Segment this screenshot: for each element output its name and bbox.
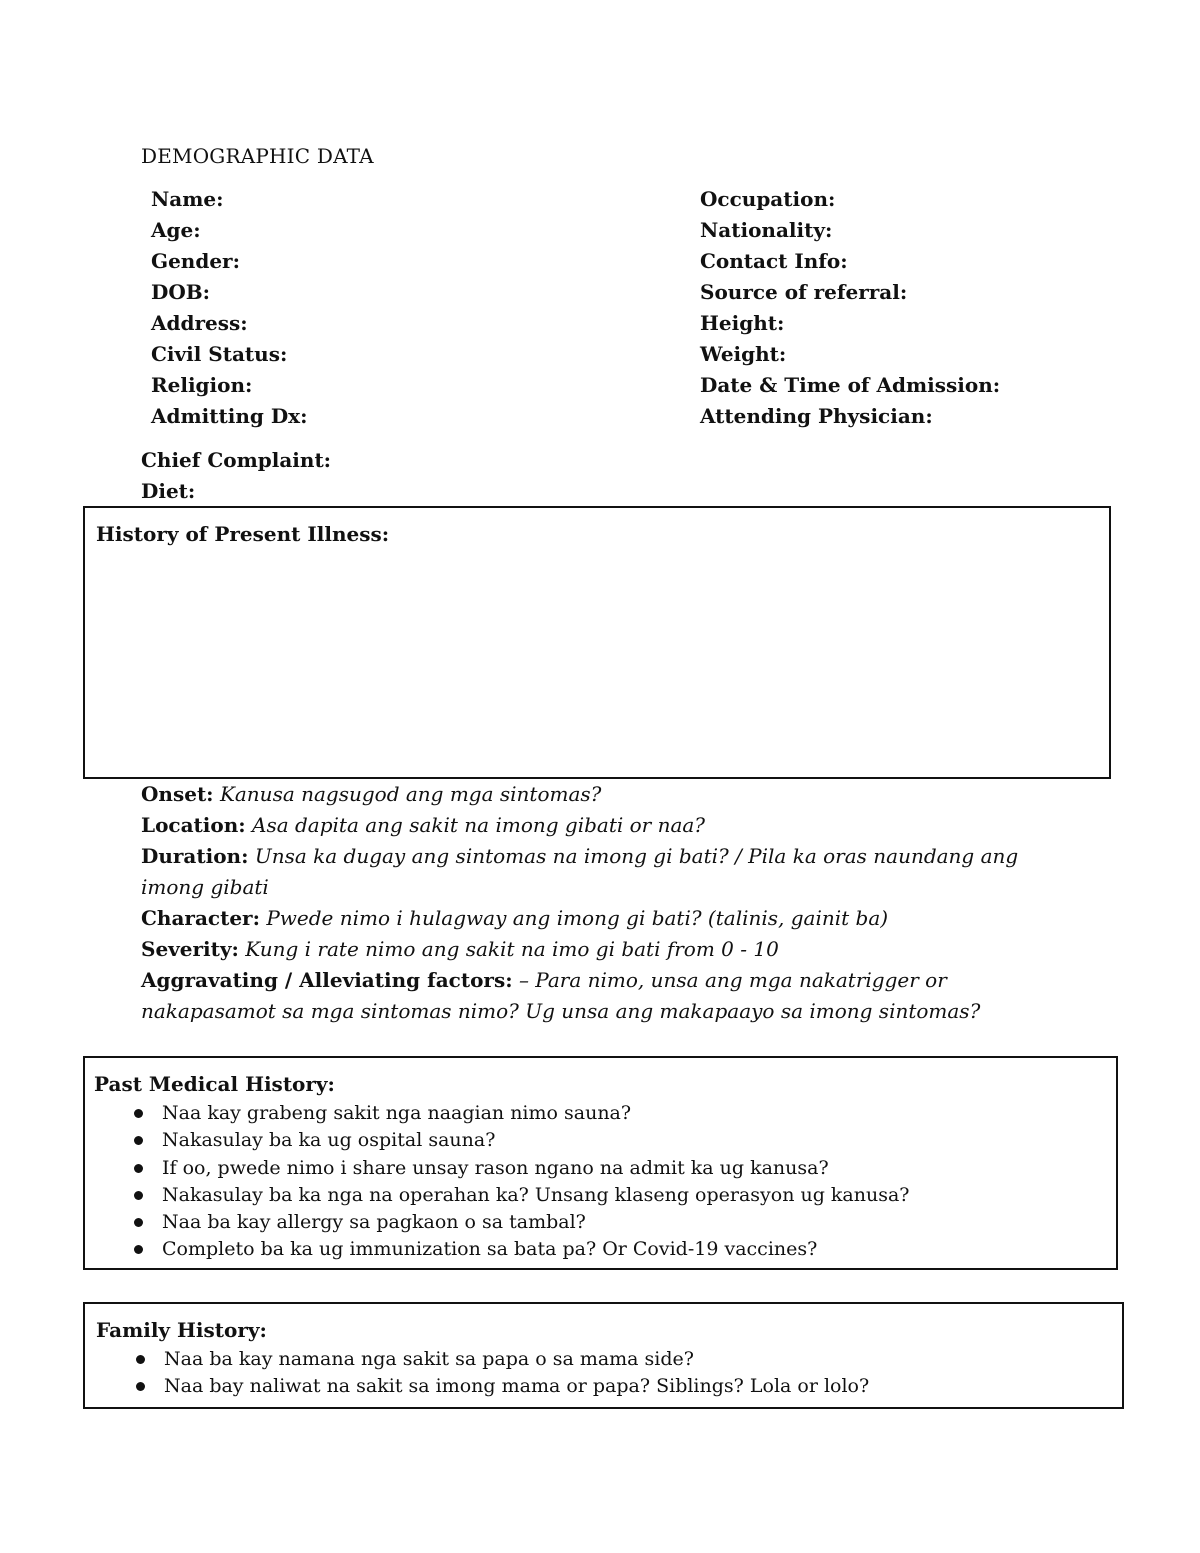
bullet-icon	[134, 1218, 143, 1227]
list-item-text: Naa kay grabeng sakit nga naagian nimo sauna?	[162, 1102, 632, 1124]
severity-label: Severity:	[141, 937, 239, 961]
location-label: Location:	[141, 813, 246, 837]
character-row	[141, 903, 1059, 934]
field-height-label: Height:	[700, 311, 785, 335]
past-medical-history-box	[83, 1056, 1118, 1270]
field-nationality-label: Nationality:	[700, 218, 833, 242]
onset-label: Onset:	[141, 782, 214, 806]
field-gender-label: Gender:	[151, 249, 240, 273]
character-text: Pwede nimo i hulagway ang imong gi bati? (talinis, gainit ba)	[266, 906, 889, 930]
list-item-text: Naa ba kay allergy sa pagkaon o sa tambal?	[162, 1211, 586, 1234]
family-history-title: Family History:	[96, 1318, 267, 1342]
severity-row	[141, 934, 1059, 965]
bullet-icon	[136, 1355, 145, 1364]
field-religion-label: Religion:	[151, 373, 253, 397]
list-item	[130, 1346, 869, 1373]
list-item	[128, 1127, 910, 1154]
family-history-list	[130, 1346, 869, 1401]
onset-row	[141, 779, 1059, 810]
field-contact-info-label: Contact Info:	[700, 249, 848, 273]
duration-text: Unsa ka dugay ang sintomas na imong gi bati? / Pila ka oras naundang ang imong gibati	[141, 844, 1019, 899]
location-row	[141, 810, 1059, 841]
list-item-text: Nakasulay ba ka nga na operahan ka? Unsang klaseng operasyon ug kanusa?	[162, 1183, 910, 1206]
list-item-text: Naa bay naliwat na sakit sa imong mama or papa? Siblings? Lola or lolo?	[164, 1375, 870, 1398]
field-civil-status-label: Civil Status:	[151, 342, 288, 366]
demographic-right-column	[700, 184, 1000, 432]
field-age-label: Age:	[151, 218, 201, 242]
past-medical-history-list	[128, 1100, 910, 1264]
list-item	[128, 1236, 910, 1263]
list-item-text: If oo, pwede nimo i share unsay rason ngano na admit ka ug kanusa?	[162, 1156, 829, 1179]
field-admission-datetime-label: Date & Time of Admission:	[700, 373, 1001, 397]
field-dob-label: DOB:	[151, 280, 211, 304]
field-name-label: Name:	[151, 187, 224, 211]
field-chief-complaint-label: Chief Complaint:	[141, 448, 332, 472]
factors-row	[141, 965, 1059, 1027]
demographic-extra-fields	[141, 445, 331, 507]
field-source-of-referral-label: Source of referral:	[700, 280, 908, 304]
character-label: Character:	[141, 906, 260, 930]
field-attending-physician-label: Attending Physician:	[700, 404, 933, 428]
bullet-icon	[134, 1136, 143, 1145]
list-item	[128, 1209, 910, 1236]
onset-text: Kanusa nagsugod ang mga sintomas?	[219, 782, 602, 806]
list-item	[128, 1182, 910, 1209]
demographic-left-column	[151, 184, 307, 432]
factors-label: Aggravating / Alleviating factors:	[141, 968, 513, 992]
hpi-title: History of Present Illness:	[96, 522, 390, 546]
symptom-assessment	[141, 779, 1059, 1027]
field-occupation-label: Occupation:	[700, 187, 836, 211]
list-item-text: Completo ba ka ug immunization sa bata pa? Or Covid-19 vaccines?	[162, 1238, 818, 1261]
hpi-box	[83, 506, 1111, 779]
list-item	[128, 1100, 910, 1127]
location-text: Asa dapita ang sakit na imong gibati or naa?	[252, 813, 706, 837]
bullet-icon	[134, 1245, 143, 1254]
severity-text: Kung i rate nimo ang sakit na imo gi bati from 0 - 10	[245, 937, 779, 961]
section-title-demographic: DEMOGRAPHIC DATA	[141, 144, 374, 168]
bullet-icon	[136, 1382, 145, 1391]
field-diet-label: Diet:	[141, 479, 196, 503]
field-address-label: Address:	[151, 311, 248, 335]
bullet-icon	[134, 1191, 143, 1200]
list-item-text: Nakasulay ba ka ug ospital sauna?	[162, 1129, 496, 1152]
past-medical-history-title: Past Medical History:	[94, 1072, 335, 1096]
bullet-icon	[134, 1164, 143, 1173]
list-item	[128, 1155, 910, 1182]
duration-label: Duration:	[141, 844, 249, 868]
list-item-text: Naa ba kay namana nga sakit sa papa o sa mama side?	[164, 1348, 694, 1370]
family-history-box	[83, 1302, 1124, 1409]
field-weight-label: Weight:	[700, 342, 787, 366]
field-admitting-dx-label: Admitting Dx:	[151, 404, 308, 428]
bullet-icon	[134, 1109, 143, 1118]
duration-row	[141, 841, 1059, 903]
list-item	[130, 1373, 869, 1400]
factors-text: – Para nimo, unsa ang mga nakatrigger or nakapasamot sa mga sintomas nimo? Ug unsa ang makapaayo sa imong sintomas?	[141, 968, 981, 1023]
